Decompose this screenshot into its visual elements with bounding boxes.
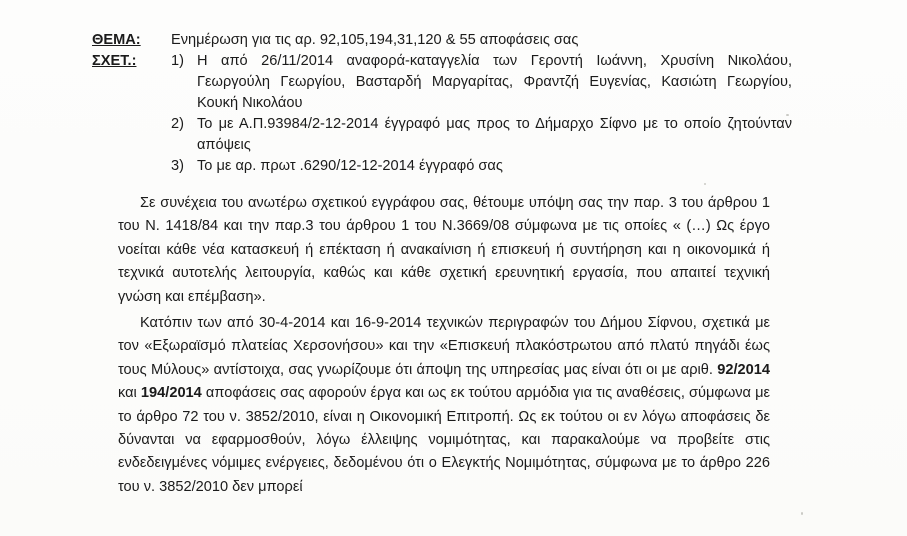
reference-text: Το με Α.Π.93984/2-12-2014 έγγραφό μας προς το Δήμαρχο Σίφνο με το οποίο ζητούνταν απόψεις (197, 116, 792, 153)
reference-text: Το με αρ. πρωτ .6290/12-12-2014 έγγραφό σας (197, 158, 503, 174)
scan-speck (704, 183, 706, 185)
subject-label: ΘΕΜΑ: (92, 32, 141, 48)
letter-body (118, 192, 770, 499)
reference-item (171, 114, 792, 156)
reference-text: Η από 26/11/2014 αναφορά-καταγγελία των Γεροντή Ιωάννη, Χρυσίνη Νικολάου, Γεωργούλη Γεωργίου, Βασταρδή Μαργαρίτας, Φραντζή Ευγενίας, Κασιώτη Γεωργίου, Κουκή Νικολάου (197, 53, 792, 111)
paragraph-2-intro: Κατόπιν των από 30-4-2014 και 16-9-2014 τεχνικών περιγραφών του Δήμου Σίφνου, σχετικά με τον «Εξωραϊσμό πλατείας Χερσονήσου» και την «Επισκευή πλακόστρωτου από πλατύ πηγάδι έως τους Μύλους» αντίστοιχα, σας γνωρίζουμε ότι άποψη της υπηρεσίας μας είναι ότι οι με αριθ. (118, 315, 770, 378)
body-paragraph-1: Σε συνέχεια του ανωτέρω σχετικού εγγράφου σας, θέτουμε υπόψη σας την παρ. 3 του άρθρου 1 του Ν. 1418/84 και την παρ.3 του άρθρου 1 του Ν.3669/08 σύμφωνα με τις οποίες « (…) Ως έργο νοείται κάθε νέα κατασκευή ή επέκταση ή ανακαίνιση ή επισκευή ή συντήρηση και η οικονομικά ή τεχνικά αυτοτελής λειτουργία, καθώς και κάθε σχετική ερευνητική εργασία, που απαιτεί τεχνική γνώση και επέμβαση». (118, 195, 770, 305)
decision-number-194: 194/2014 (140, 385, 202, 402)
paragraph-2-continuation: αποφάσεις σας αφορούν έργα και ως εκ τούτου αρμόδια για τις αναθέσεις, σύμφωνα με το άρθρο 72 του ν. 3852/2010, είναι η Οικονομική Επιτροπή. Ως εκ τούτου οι εν λόγω αποφάσεις δε δύνανται να εφαρμοσθούν, λόγω έλλειψης νομιμότητας, και παρακαλούμε να προβείτε στις ενδεδειγμένες νόμιμες ενέργειες, δεδομένου ότι ο Ελεγκτής Νομιμότητας, σύμφωνα με το άρθρο 226 του ν. 3852/2010 δεν μπορεί (118, 385, 770, 495)
reference-item (171, 156, 792, 177)
decision-number-92: 92/2014 (717, 361, 770, 378)
reference-item (171, 51, 792, 114)
letter-header (92, 30, 792, 177)
conjunction: και (118, 385, 137, 402)
reference-number: 2) (171, 116, 184, 132)
body-paragraph-2 (118, 312, 770, 499)
subject-text: Ενημέρωση για τις αρ. 92,105,194,31,120 & 55 αποφάσεις σας (171, 32, 579, 48)
scan-speck (801, 512, 803, 515)
subject-row (92, 30, 792, 51)
reference-label: ΣΧΕΤ.: (92, 53, 137, 69)
reference-row (92, 51, 792, 177)
reference-number: 1) (171, 53, 184, 69)
scan-speck (786, 114, 789, 116)
reference-list (171, 51, 792, 177)
reference-number: 3) (171, 158, 184, 174)
